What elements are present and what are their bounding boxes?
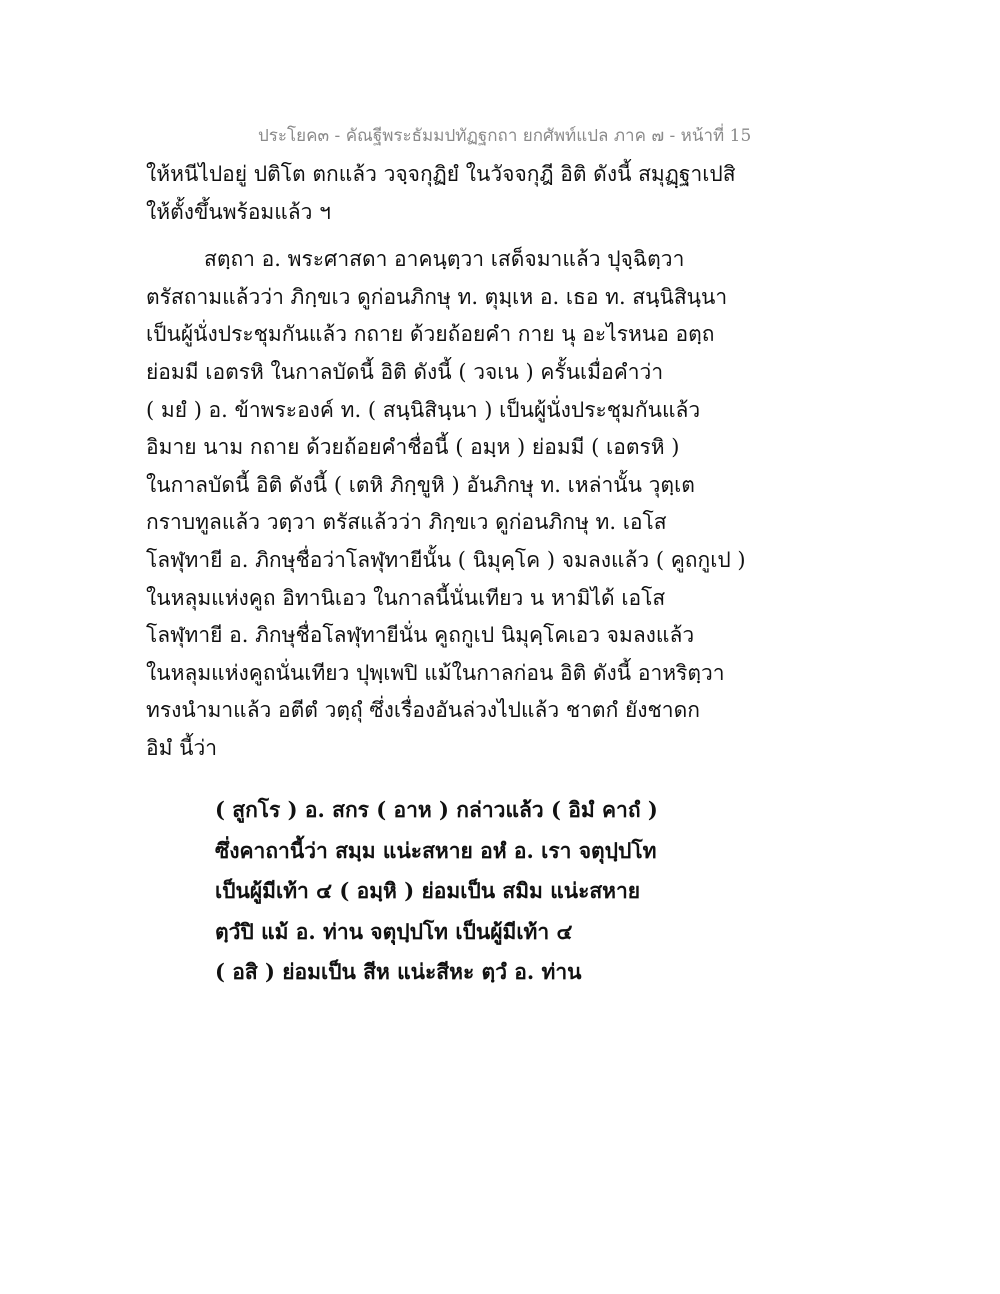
- text-line: เป็นผู้นั่งประชุมกันแล้ว กถาย ด้วยถ้อยคำ กาย นุ อะไรหนอ อตฺถ: [146, 322, 715, 347]
- text-line: โลฬุทายี อ. ภิกษุชื่อว่าโลฬุทายีนั้น ( นิมุคฺโค ) จมลงแล้ว ( คูถกูเป ): [146, 547, 746, 572]
- verse-line: เป็นผู้มีเท้า ๔ ( อมฺหิ ) ย่อมเป็น สมิม แน่ะสหาย: [215, 878, 641, 903]
- verse-line: ซึ่งคาถานี้ว่า สมฺม แน่ะสหาย อหํ อ. เรา จตุปฺปโท: [215, 837, 657, 863]
- text-line: สตฺถา อ. พระศาสดา อาคนฺตฺวา เสด็จมาแล้ว ปุจฺฉิตฺวา: [204, 247, 685, 272]
- text-line: ย่อมมี เอตรหิ ในกาลบัดนี้ อิติ ดังนี้ ( วจเน ) ครั้นเมื่อคำว่า: [146, 359, 664, 384]
- text-line: กราบทูลแล้ว วตฺวา ตรัสแล้วว่า ภิกฺขเว ดูก่อนภิกษุ ท. เอโส: [146, 510, 667, 535]
- verse-line: ( สูกโร ) อ. สกร ( อาห ) กล่าวแล้ว ( อิมํ คาถํ ): [215, 797, 658, 822]
- verse-block: [215, 790, 875, 993]
- page-header: ประโยค๓ - คัณฐีพระธัมมปทัฏฐกถา ยกศัพท์แปล ภาค ๗ - หน้าที่ 15: [258, 126, 752, 146]
- verse-line: ( อสิ ) ย่อมเป็น สีห แน่ะสีหะ ตฺวํ อ. ท่าน: [215, 959, 582, 984]
- text-line: ให้ตั้งขึ้นพร้อมแล้ว ฯ: [146, 199, 331, 224]
- text-line: ในหลุมแห่งคูถนั่นเทียว ปุพฺเพปิ แม้ในกาลก่อน อิติ ดังนี้ อาหริตฺวา: [146, 660, 725, 685]
- text-line: อิมาย นาม กถาย ด้วยถ้อยคำชื่อนี้ ( อมฺห ) ย่อมมี ( เอตรหิ ): [146, 435, 680, 460]
- text-line: ( มยํ ) อ. ข้าพระองค์ ท. ( สนฺนิสินฺนา ) เป็นผู้นั่งประชุมกันแล้ว: [146, 397, 701, 422]
- body-text: [146, 156, 866, 768]
- paragraph-gap: [146, 231, 866, 241]
- verse-line: ตฺวํปิ แม้ อ. ท่าน จตุปฺปโท เป็นผู้มีเท้า ๔: [215, 918, 573, 944]
- text-line: อิมํ นี้ว่า: [146, 735, 218, 760]
- text-line: ให้หนีไปอยู่ ปติโต ตกแล้ว วจฺจกุฏิยํ ในวัจจกุฎี อิติ ดังนี้ สมุฏฺฐาเปสิ: [146, 162, 736, 186]
- text-line: ทรงนำมาแล้ว อตีตํ วตฺถุํ ซึ่งเรื่องอันล่วงไปแล้ว ชาตกํ ยังชาดก: [146, 698, 700, 723]
- text-line: ตรัสถามแล้วว่า ภิกฺขเว ดูก่อนภิกษุ ท. ตุมฺเห อ. เธอ ท. สนฺนิสินฺนา: [146, 284, 728, 309]
- text-line: โลฬุทายี อ. ภิกษุชื่อโลฬุทายีนั่น คูถกูเป นิมุคฺโคเอว จมลงแล้ว: [146, 623, 695, 648]
- text-line: ในหลุมแห่งคูถ อิทานิเอว ในกาลนี้นั่นเทียว น หามิได้ เอโส: [146, 585, 666, 610]
- text-line: ในกาลบัดนี้ อิติ ดังนี้ ( เตหิ ภิกฺขูหิ ) อันภิกษุ ท. เหล่านั้น วุตฺเต: [146, 472, 695, 497]
